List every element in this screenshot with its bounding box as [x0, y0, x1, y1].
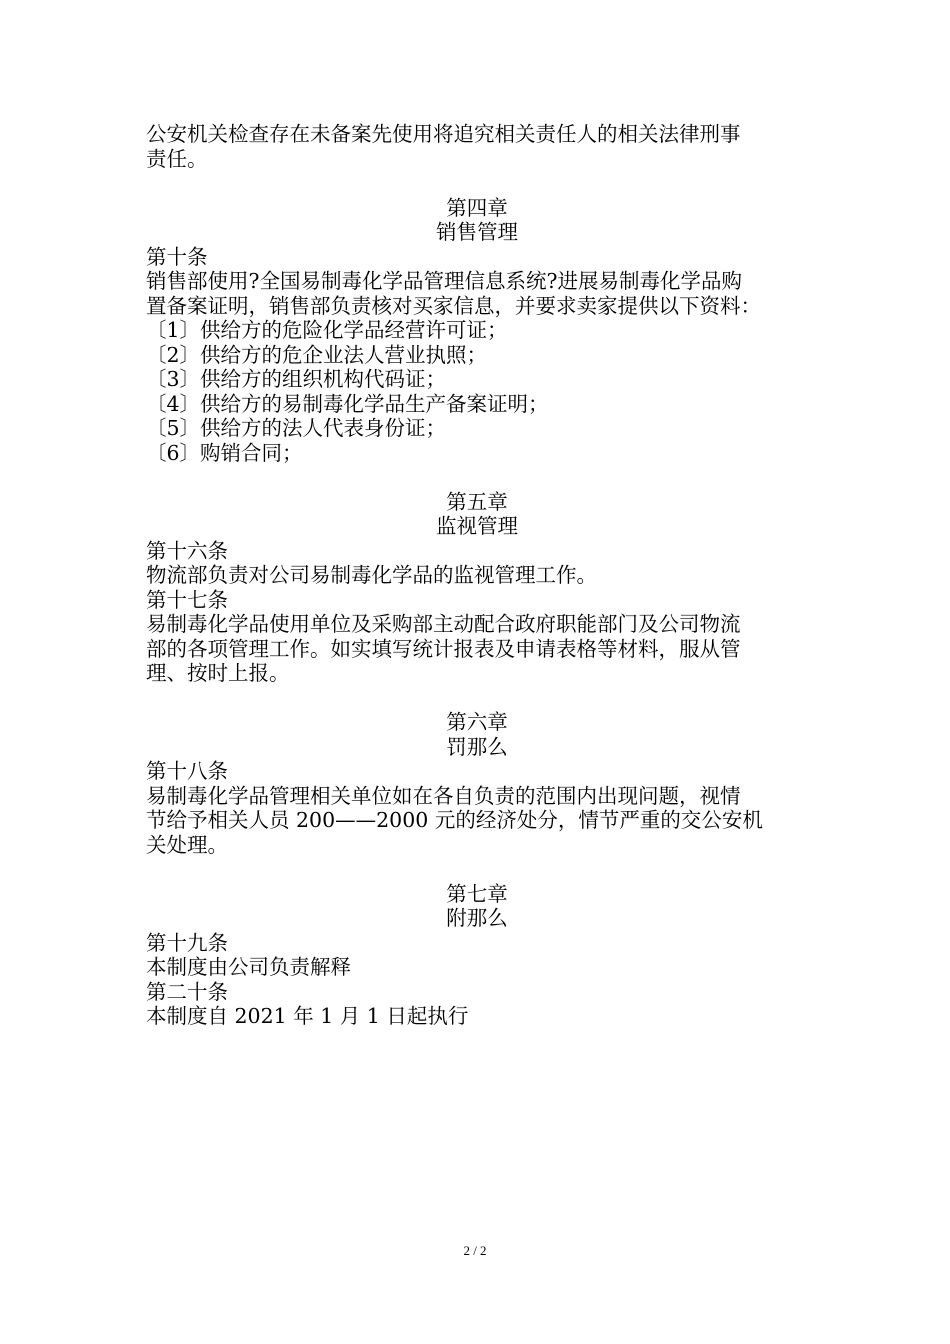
paragraph-line: 易制毒化学品管理相关单位如在各自负责的范围内出现问题，视情: [146, 783, 741, 808]
chapter-title: 销售管理: [436, 220, 518, 244]
chapter-title: 附那么: [446, 906, 508, 930]
spacer: [146, 686, 808, 711]
chapter-heading: 第五章: [446, 489, 508, 514]
spacer: [146, 465, 808, 490]
chapter-heading: 第七章: [446, 881, 508, 906]
paragraph-line: 节给予相关人员 200——2000 元的经济处分，情节严重的交公安机: [146, 808, 763, 832]
article-label: 第十七条: [146, 587, 228, 612]
paragraph-line: 理、按时上报。: [146, 661, 290, 685]
paragraph-line: 本制度由公司负责解释: [146, 955, 351, 979]
article-label: 第十八条: [146, 759, 228, 783]
paragraph-line: 本制度自 2021 年 1 月 1 日起执行: [146, 1004, 469, 1028]
paragraph-line: 关处理。: [146, 832, 228, 857]
list-item: 〔3〕供给方的组织机构代码证；: [146, 367, 447, 391]
chapter-title: 监视管理: [436, 514, 518, 538]
paragraph-line: 易制毒化学品使用单位及采购部主动配合政府职能部门及公司物流: [146, 612, 741, 636]
article-label: 第十条: [146, 244, 208, 269]
paragraph-line: 销售部使用?全国易制毒化学品管理信息系统?进展易制毒化学品购: [146, 269, 742, 293]
page-number: 2 / 2: [463, 1243, 487, 1258]
chapter-heading: 第四章: [446, 195, 508, 220]
list-item: 〔6〕购销合同；: [146, 440, 303, 465]
paragraph-line: 物流部负责对公司易制毒化学品的监视管理工作。: [146, 563, 597, 587]
article-label: 第十九条: [146, 930, 228, 955]
article-label: 第十六条: [146, 538, 228, 563]
article-label: 第二十条: [146, 979, 228, 1004]
chapter-heading: 第六章: [446, 710, 508, 734]
paragraph-line: 置备案证明，销售部负责核对买家信息，并要求卖家提供以下资料：: [146, 293, 761, 318]
list-item: 〔2〕供给方的危企业法人营业执照；: [146, 342, 488, 367]
list-item: 〔1〕供给方的危险化学品经营许可证；: [146, 318, 508, 342]
spacer: [146, 857, 808, 882]
paragraph-line: 责任。: [146, 146, 208, 171]
list-item: 〔5〕供给方的法人代表身份证；: [146, 416, 447, 440]
spacer: [146, 171, 808, 196]
list-item: 〔4〕供给方的易制毒化学品生产备案证明；: [146, 391, 549, 416]
paragraph-line: 公安机关检查存在未备案先使用将追究相关责任人的相关法律刑事: [146, 122, 741, 146]
chapter-title: 罚那么: [446, 734, 508, 759]
document-body: [146, 122, 808, 1029]
paragraph-line: 部的各项管理工作。如实填写统计报表及申请表格等材料，服从管: [146, 636, 741, 661]
